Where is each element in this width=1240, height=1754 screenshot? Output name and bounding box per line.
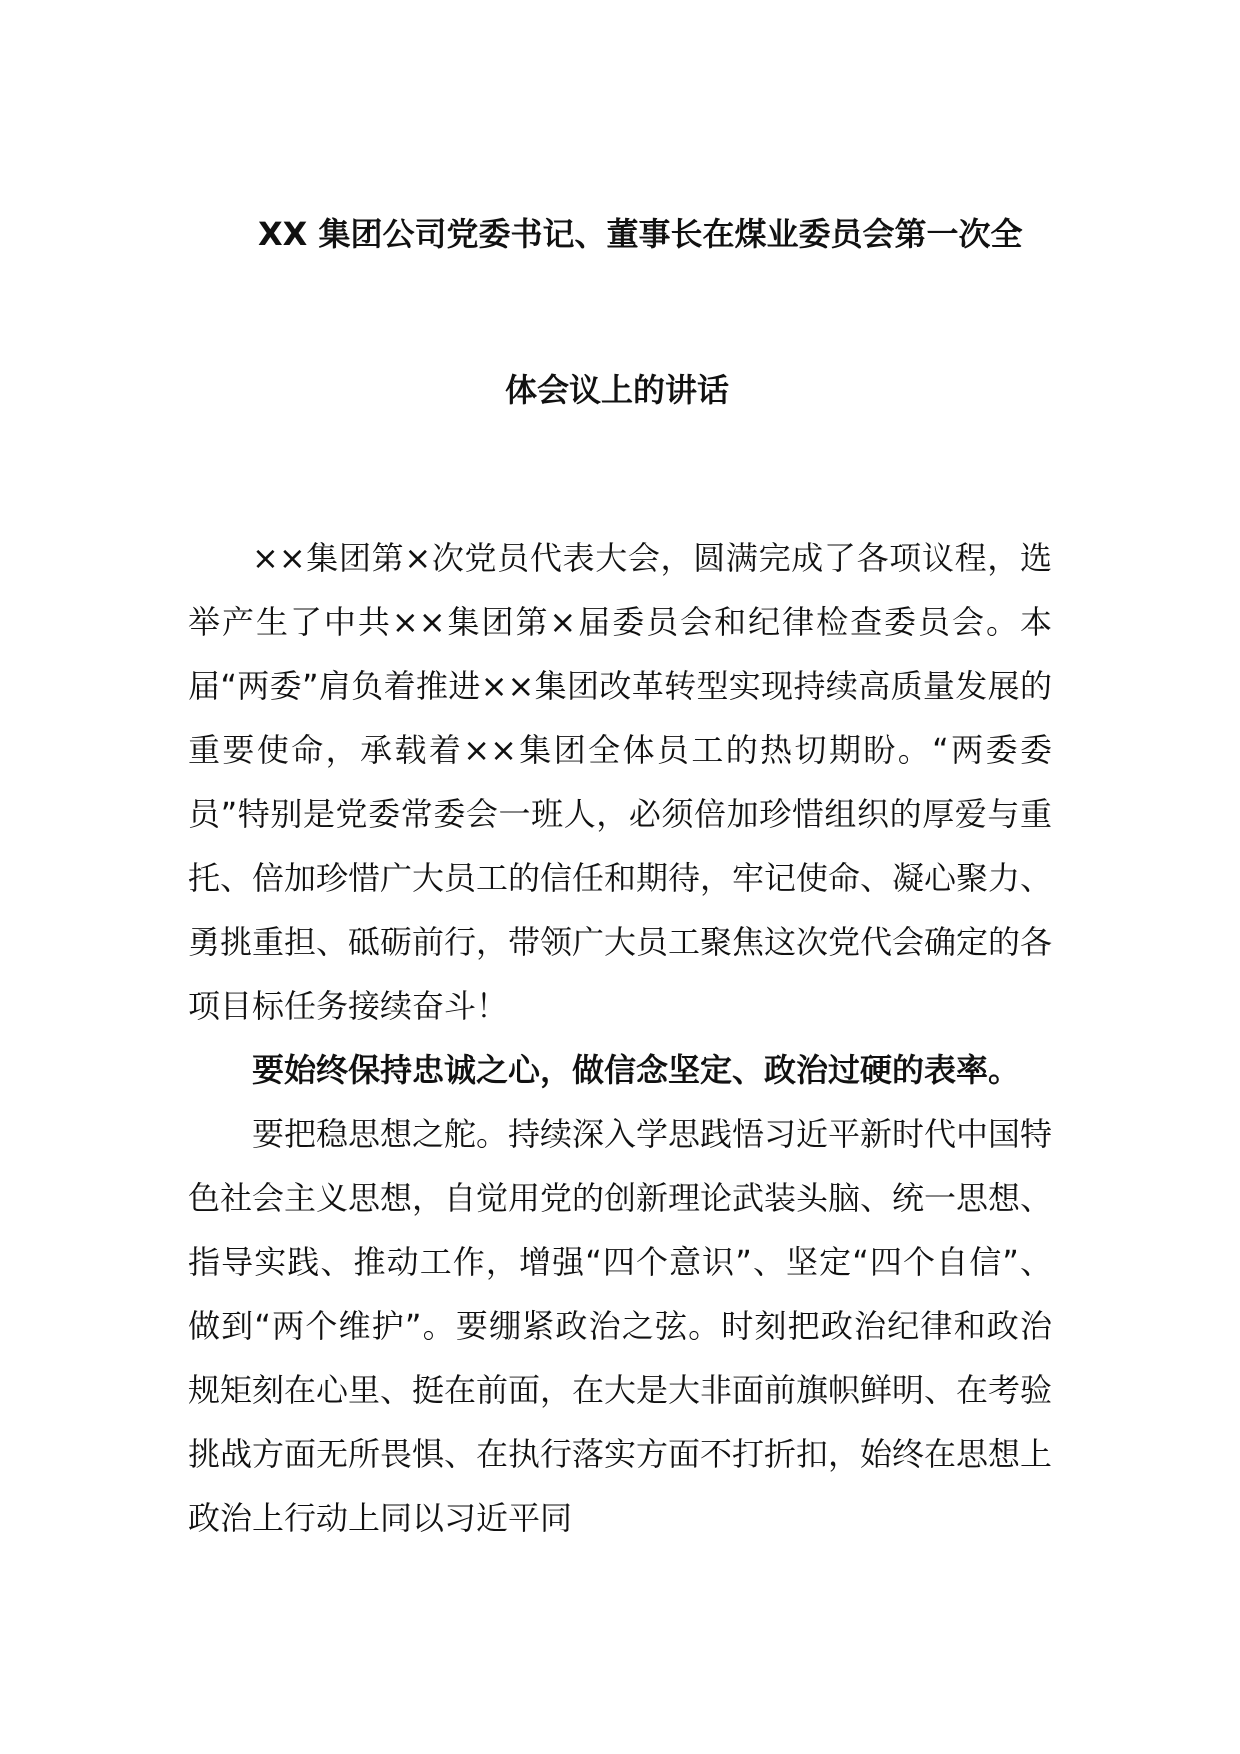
section-heading: 要始终保持忠诚之心，做信念坚定、政治过硬的表率。 xyxy=(252,1051,1021,1089)
paragraph-intro: ××集团第×次党员代表大会，圆满完成了各项议程，选举产生了中共××集团第×届委员会和纪律检查委员会。本届“两委”肩负着推进××集团改革转型实现持续高质量发展的重要使命，承载着××集团全体员工的热切期盼。“两委委员”特别是党委常委会一班人，必须倍加珍惜组织的厚爱与重托、倍加珍惜广大员工的信任和期待，牢记使命、凝心聚力、勇挑重担、砥砺前行，带领广大员工聚焦这次党代会确定的各项目标任务接续奋斗！ xyxy=(188,539,1053,1025)
paragraph-body: 要把稳思想之舵。持续深入学思践悟习近平新时代中国特色社会主义思想，自觉用党的创新理论武装头脑、统一思想、指导实践、推动工作，增强“四个意识”、坚定“四个自信”、做到“两个维护”。要绷紧政治之弦。时刻把政治纪律和政治规矩刻在心里、挺在前面，在大是大非面前旗帜鲜明、在考验挑战方面无所畏惧、在执行落实方面不打折扣，始终在思想上政治上行动上同以习近平同 xyxy=(188,1115,1053,1537)
document-title-line-2: 体会议上的讲话 xyxy=(505,371,730,409)
document-body xyxy=(188,526,1052,1550)
document-title-line-1: XX 集团公司党委书记、董事长在煤业委员会第一次全 xyxy=(258,215,1023,253)
